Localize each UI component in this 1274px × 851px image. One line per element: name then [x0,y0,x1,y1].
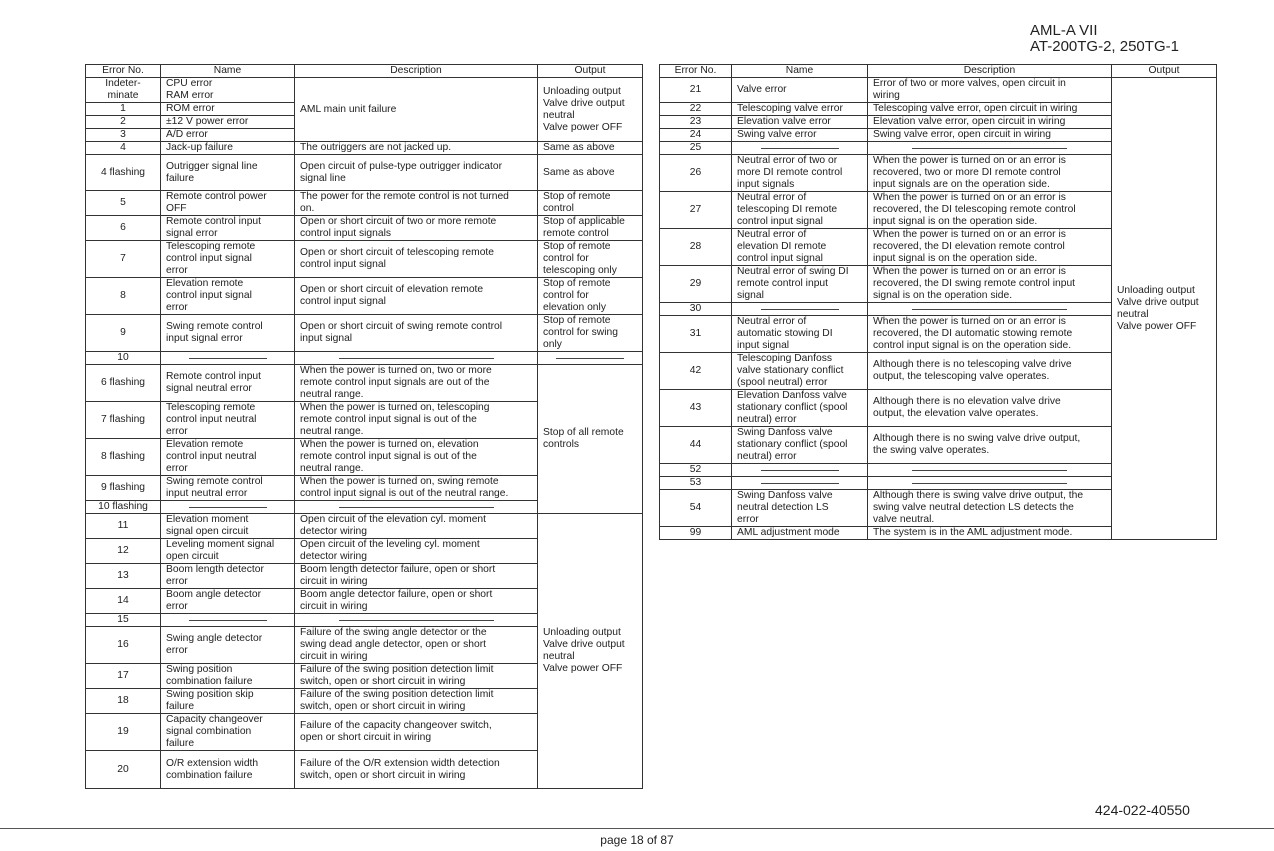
error-number: 42 [660,353,732,390]
error-number: 5 [86,191,161,216]
error-number: 14 [86,589,161,614]
document-number: 424-022-40550 [1095,802,1190,818]
error-description [868,142,1112,155]
error-name: Swing Danfoss valve neutral detection LS error [732,490,868,527]
error-number: 52 [660,464,732,477]
error-name: Leveling moment signal open circuit [161,539,295,564]
empty-dash [912,470,1067,471]
table-row [86,352,643,365]
error-description: Swing valve error, open circuit in wiring [868,129,1112,142]
error-name: Telescoping Danfoss valve stationary conflict (spool neutral) error [732,353,868,390]
error-description: Open or short circuit of telescoping remote control input signal [295,241,538,278]
error-description: Open or short circuit of two or more remote control input signals [295,216,538,241]
error-description: When the power is turned on or an error is recovered, the DI swing remote control input signal is on the operation side. [868,266,1112,303]
error-number: 3 [86,129,161,142]
error-number: 18 [86,689,161,714]
error-description: When the power is turned on, elevation remote control input signal is out of the neutral range. [295,439,538,476]
error-table-right [659,64,1217,540]
table-row [86,241,643,278]
error-description: The outriggers are not jacked up. [295,142,538,155]
error-name: Swing remote control input neutral error [161,476,295,501]
error-description: Open circuit of pulse-type outrigger indicator signal line [295,155,538,191]
empty-dash [761,148,839,149]
error-name: Jack-up failure [161,142,295,155]
table-row [86,278,643,315]
error-name: Swing remote control input signal error [161,315,295,352]
error-name: Elevation valve error [732,116,868,129]
error-number: 54 [660,490,732,527]
table-row [86,191,643,216]
error-description [868,477,1112,490]
error-name: Swing position skip failure [161,689,295,714]
error-number: 10 [86,352,161,365]
error-output: Stop of all remote controls [538,365,643,514]
page-indicator: page 18 of 87 [600,833,674,847]
error-description: Although there is no telescoping valve drive output, the telescoping valve operates. [868,353,1112,390]
error-description: The power for the remote control is not turned on. [295,191,538,216]
error-number: 29 [660,266,732,303]
error-number: 31 [660,316,732,353]
table-row [86,142,643,155]
error-output: Unloading output Valve drive output neutral Valve power OFF [538,78,643,142]
error-description: Open circuit of the elevation cyl. moment detector wiring [295,514,538,539]
error-number: 21 [660,78,732,103]
error-name: ROM error [161,103,295,116]
empty-dash [912,148,1067,149]
col-description: Description [868,65,1112,78]
table-row [86,216,643,241]
error-name: Telescoping valve error [732,103,868,116]
error-description [295,352,538,365]
error-description: When the power is turned on or an error is recovered, the DI telescoping remote control input signal is on the operation side. [868,192,1112,229]
col-error-no: Error No. [660,65,732,78]
error-description: When the power is turned on or an error is recovered, the DI elevation remote control input signal is on the operation side. [868,229,1112,266]
error-description: When the power is turned on, swing remote control input signal is out of the neutral range. [295,476,538,501]
error-description: Boom angle detector failure, open or short circuit in wiring [295,589,538,614]
empty-dash [556,358,624,359]
error-output [538,352,643,365]
col-output: Output [538,65,643,78]
empty-dash [339,620,494,621]
table-row [86,514,643,539]
error-name: Neutral error of two or more DI remote control input signals [732,155,868,192]
error-number: 15 [86,614,161,627]
error-number: 6 flashing [86,365,161,402]
error-number: 8 [86,278,161,315]
error-name: Swing valve error [732,129,868,142]
error-number: 12 [86,539,161,564]
error-description: Boom length detector failure, open or short circuit in wiring [295,564,538,589]
error-description: Failure of the O/R extension width detection switch, open or short circuit in wiring [295,751,538,789]
error-number: 8 flashing [86,439,161,476]
error-description: AML main unit failure [295,78,538,142]
table-row [86,155,643,191]
error-description: Although there is swing valve drive output, the swing valve neutral detection LS detects the valve neutral. [868,490,1112,527]
model-subtitle: AT-200TG-2, 250TG-1 [1030,38,1179,55]
error-description: Elevation valve error, open circuit in wiring [868,116,1112,129]
error-name: Swing Danfoss valve stationary conflict (spool neutral) error [732,427,868,464]
error-name: ±12 V power error [161,116,295,129]
error-output: Unloading output Valve drive output neutral Valve power OFF [538,514,643,789]
error-number: 11 [86,514,161,539]
error-description: When the power is turned on or an error is recovered, two or more DI remote control input signals are on the operation side. [868,155,1112,192]
error-number: 44 [660,427,732,464]
empty-dash [189,620,267,621]
error-number: 27 [660,192,732,229]
error-name: Boom angle detector error [161,589,295,614]
error-name: Valve error [732,78,868,103]
error-output: Unloading output Valve drive output neutral Valve power OFF [1112,78,1217,540]
error-description [295,501,538,514]
error-description: Open or short circuit of elevation remote control input signal [295,278,538,315]
error-description: When the power is turned on, telescoping remote control input signal is out of the neutral range. [295,402,538,439]
error-name: Neutral error of swing DI remote control input signal [732,266,868,303]
error-description [868,464,1112,477]
error-name: Remote control power OFF [161,191,295,216]
error-number: 7 flashing [86,402,161,439]
error-number: 7 [86,241,161,278]
error-name: Elevation moment signal open circuit [161,514,295,539]
empty-dash [339,507,494,508]
error-description: Failure of the swing position detection limit switch, open or short circuit in wiring [295,689,538,714]
col-name: Name [161,65,295,78]
table-row [86,78,643,103]
empty-dash [761,470,839,471]
error-output: Stop of remote control [538,191,643,216]
error-output: Stop of remote control for telescoping only [538,241,643,278]
error-name: CPU error RAM error [161,78,295,103]
error-name: Swing position combination failure [161,664,295,689]
error-name: Neutral error of automatic stowing DI input signal [732,316,868,353]
footer-divider [0,828,1274,829]
table-row [86,365,643,402]
error-number: 4 [86,142,161,155]
error-number: 16 [86,627,161,664]
model-title: AML-A VII [1030,22,1098,39]
error-output: Same as above [538,155,643,191]
empty-dash [339,358,494,359]
error-description [868,303,1112,316]
error-description: Error of two or more valves, open circuit in wiring [868,78,1112,103]
error-description: Telescoping valve error, open circuit in wiring [868,103,1112,116]
error-number: 24 [660,129,732,142]
error-name [161,352,295,365]
table-row [86,315,643,352]
error-name: Elevation Danfoss valve stationary conflict (spool neutral) error [732,390,868,427]
error-output: Stop of remote control for elevation only [538,278,643,315]
error-description: When the power is turned on, two or more remote control input signals are out of the neutral range. [295,365,538,402]
empty-dash [912,309,1067,310]
error-output: Stop of remote control for swing only [538,315,643,352]
empty-dash [189,358,267,359]
error-name: Swing angle detector error [161,627,295,664]
error-name: Elevation remote control input signal error [161,278,295,315]
error-description: Open circuit of the leveling cyl. moment detector wiring [295,539,538,564]
error-name: AML adjustment mode [732,527,868,540]
error-name: O/R extension width combination failure [161,751,295,789]
col-name: Name [732,65,868,78]
error-number: 43 [660,390,732,427]
empty-dash [912,483,1067,484]
col-error-no: Error No. [86,65,161,78]
error-name [161,501,295,514]
error-number: 26 [660,155,732,192]
error-name: Telescoping remote control input neutral error [161,402,295,439]
error-number: 19 [86,714,161,751]
error-name: A/D error [161,129,295,142]
error-name [732,464,868,477]
error-description: Open or short circuit of swing remote control input signal [295,315,538,352]
error-name: Remote control input signal neutral error [161,365,295,402]
error-number: 22 [660,103,732,116]
error-name [732,477,868,490]
error-name: Remote control input signal error [161,216,295,241]
error-description: When the power is turned on or an error is recovered, the DI automatic stowing remote control input signal is on the operation side. [868,316,1112,353]
error-number: 28 [660,229,732,266]
error-number: 20 [86,751,161,789]
error-name: Elevation remote control input neutral error [161,439,295,476]
error-description [295,614,538,627]
error-name [732,303,868,316]
error-number: 23 [660,116,732,129]
empty-dash [761,483,839,484]
error-name [161,614,295,627]
error-number: 13 [86,564,161,589]
error-description: Although there is no swing valve drive output, the swing valve operates. [868,427,1112,464]
error-description: Failure of the swing angle detector or the swing dead angle detector, open or short circuit in wiring [295,627,538,664]
error-number: 9 flashing [86,476,161,501]
error-description: Failure of the swing position detection limit switch, open or short circuit in wiring [295,664,538,689]
error-name: Neutral error of elevation DI remote control input signal [732,229,868,266]
error-description: Although there is no elevation valve drive output, the elevation valve operates. [868,390,1112,427]
error-name: Telescoping remote control input signal error [161,241,295,278]
error-number: Indeter- minate [86,78,161,103]
error-description: Failure of the capacity changeover switch, open or short circuit in wiring [295,714,538,751]
error-number: 25 [660,142,732,155]
error-number: 2 [86,116,161,129]
error-output: Same as above [538,142,643,155]
error-name [732,142,868,155]
error-number: 17 [86,664,161,689]
col-output: Output [1112,65,1217,78]
error-number: 53 [660,477,732,490]
error-name: Outrigger signal line failure [161,155,295,191]
error-number: 9 [86,315,161,352]
table-row [660,78,1217,103]
error-output: Stop of applicable remote control [538,216,643,241]
error-name: Neutral error of telescoping DI remote control input signal [732,192,868,229]
error-number: 30 [660,303,732,316]
error-name: Boom length detector error [161,564,295,589]
error-number: 10 flashing [86,501,161,514]
error-table-left [85,64,643,789]
error-number: 1 [86,103,161,116]
empty-dash [189,507,267,508]
error-number: 99 [660,527,732,540]
col-description: Description [295,65,538,78]
error-description: The system is in the AML adjustment mode. [868,527,1112,540]
error-name: Capacity changeover signal combination failure [161,714,295,751]
error-number: 6 [86,216,161,241]
empty-dash [761,309,839,310]
error-number: 4 flashing [86,155,161,191]
